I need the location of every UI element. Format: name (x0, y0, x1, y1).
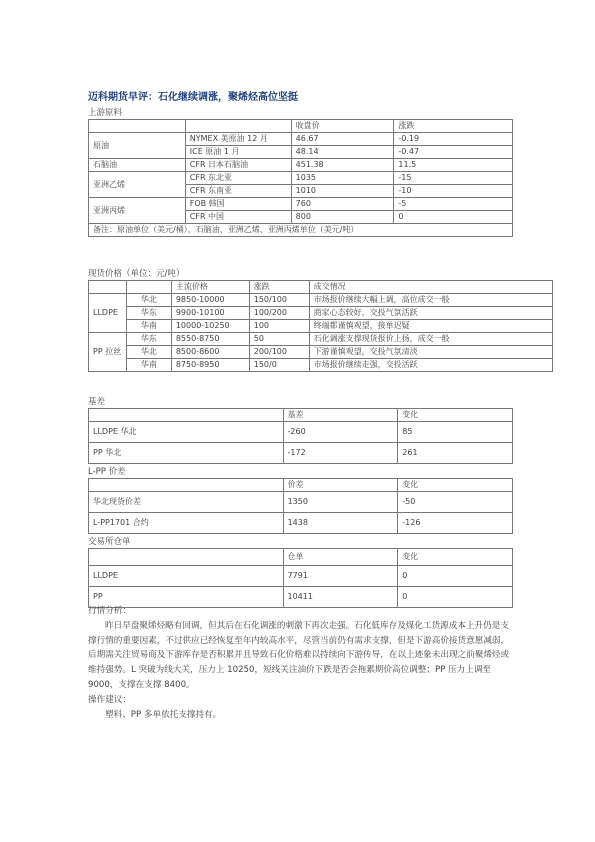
table-cell: 9900-10100 (171, 307, 249, 320)
table-row (89, 172, 513, 185)
table-row (89, 346, 553, 359)
table-row (89, 159, 513, 172)
table-header: 主流价格 (171, 281, 249, 294)
table-cell: 9850-10000 (171, 294, 249, 307)
table-cell: 华东 (126, 333, 171, 346)
table-row (89, 133, 513, 146)
table-header: 价差 (283, 479, 398, 492)
table-cell: -15 (394, 172, 513, 185)
group-label: PP 拉丝 (89, 333, 127, 372)
table-cell: -5 (394, 198, 513, 211)
table-cell: PP 华北 (89, 443, 284, 464)
table-cell: FOB 韩国 (185, 198, 291, 211)
table-header: 变化 (398, 409, 513, 422)
table-cell: CFR 日本石脑油 (185, 159, 291, 172)
basis-table (88, 408, 513, 464)
table-header (126, 281, 171, 294)
table-cell: 华北 (126, 294, 171, 307)
table-row (89, 566, 513, 587)
analysis-heading: 行情分析： (88, 606, 131, 616)
table-row (89, 492, 513, 513)
table-cell: 7791 (283, 566, 398, 587)
table-cell: 8550-8750 (171, 333, 249, 346)
warehouse-table (88, 548, 513, 608)
table-header: 涨跌 (394, 120, 513, 133)
table-cell: 50 (249, 333, 309, 346)
table-cell: LLDPE 华北 (89, 422, 284, 443)
table-cell: CFR 东北亚 (185, 172, 291, 185)
table-row (89, 359, 553, 372)
lpp-table (88, 478, 513, 534)
table-header (89, 409, 284, 422)
lpp-heading: L-PP 价差 (88, 467, 126, 477)
table-header: 涨跌 (249, 281, 309, 294)
table-header: 仓单 (283, 549, 398, 566)
table-cell: CFR 中国 (185, 211, 291, 224)
warehouse-heading: 交易所仓单 (88, 537, 131, 547)
table-cell: 10000-10250 (171, 320, 249, 333)
table-cell: PP (89, 587, 284, 608)
advice-text: 塑料、PP 多单依托支撑持有。 (105, 709, 222, 720)
group-label: 原油 (89, 133, 186, 159)
table-cell: CFR 东南亚 (185, 185, 291, 198)
table-cell: 8500-8600 (171, 346, 249, 359)
table-cell: 华南 (126, 359, 171, 372)
table-cell: 85 (398, 422, 513, 443)
table-cell: 下游谨慎观望，交投气氛清淡 (309, 346, 552, 359)
table-cell: 华北现货价差 (89, 492, 284, 513)
group-label: 亚洲乙烯 (89, 172, 186, 198)
table-header-row (89, 409, 513, 422)
table-header (89, 479, 284, 492)
table-cell: 48.14 (291, 146, 394, 159)
basis-heading: 基差 (88, 397, 106, 407)
table-cell: -50 (398, 492, 513, 513)
table-cell: ICE 原油 1 月 (185, 146, 291, 159)
table-cell: -172 (283, 443, 398, 464)
upstream-heading: 上游原料 (88, 108, 123, 118)
table-cell: 100 (249, 320, 309, 333)
table-cell: 石化调涨支撑现货报价上扬，成交一般 (309, 333, 552, 346)
table-cell: -260 (283, 422, 398, 443)
group-label: LLDPE (89, 294, 127, 333)
table-cell: 1350 (283, 492, 398, 513)
table-header-row (89, 281, 553, 294)
table-cell: -10 (394, 185, 513, 198)
table-cell: 46.67 (291, 133, 394, 146)
table-cell: 760 (291, 198, 394, 211)
table-cell: 0 (398, 587, 513, 608)
table-header: 基差 (283, 409, 398, 422)
table-header-row (89, 120, 513, 133)
table-cell: 1035 (291, 172, 394, 185)
table-cell: 市场报价继续走强，交投活跃 (309, 359, 552, 372)
table-cell: 8750-8950 (171, 359, 249, 372)
analysis-text: 昨日早盘聚烯烃略有回调，但其后在石化调涨的刺激下再次走强。石化低库存及煤化工货源成本上升仍是支撑行情的重要因素，不过供应已经恢复至年内较高水平，尽管当前仍有需求支撑，但是下游高价接货意愿减弱，后期需关注贸易商及下游库存是否积累并且导致石化价格难以持续向下游传导，在以上迹象未出现之前聚烯烃或维持强势。L 突破为线大关，压力上 10250，短线关注油价下跌是否会拖累期价高位调整；PP 压力上调至 9000，支撑在支撑 8400。 (88, 620, 510, 690)
page-title: 迈科期货早评：石化继续调涨，聚烯烃高位坚挺 (88, 92, 298, 103)
table-cell: 市场报价继续大幅上调，高位成交一般 (309, 294, 552, 307)
table-header: 变化 (398, 479, 513, 492)
table-cell: 华南 (126, 320, 171, 333)
table-cell: 华东 (126, 307, 171, 320)
table-cell: 10411 (283, 587, 398, 608)
table-row (89, 333, 553, 346)
table-cell: 11.5 (394, 159, 513, 172)
table-cell: NYMEX 美原油 12 月 (185, 133, 291, 146)
table-header-row (89, 479, 513, 492)
table-row (89, 513, 513, 534)
table-row (89, 224, 513, 237)
table-cell: 商家心态较好，交投气氛活跃 (309, 307, 552, 320)
table-header (89, 281, 127, 294)
table-header: 成交情况 (309, 281, 552, 294)
analysis-section (88, 604, 513, 722)
table-cell: 0 (394, 211, 513, 224)
table-cell: -126 (398, 513, 513, 534)
table-header (185, 120, 291, 133)
group-label: 亚洲丙烯 (89, 198, 186, 224)
spot-heading: 现货价格（单位：元/吨） (88, 269, 185, 279)
table-cell: 100/200 (249, 307, 309, 320)
table-header-row (89, 549, 513, 566)
table-row (89, 443, 513, 464)
table-header (89, 549, 284, 566)
table-cell: 451.38 (291, 159, 394, 172)
table-cell: 华北 (126, 346, 171, 359)
spot-table (88, 280, 553, 372)
advice-heading: 操作建议： (88, 694, 131, 705)
table-cell: -0.47 (394, 146, 513, 159)
group-label: 石脑油 (89, 159, 186, 172)
table-cell: 200/100 (249, 346, 309, 359)
table-header: 收盘价 (291, 120, 394, 133)
table-header: 变化 (398, 549, 513, 566)
table-note: 备注：原油单位（美元/桶），石脑油、亚洲乙烯、亚洲丙烯单位（美元/吨） (89, 224, 513, 237)
table-header (89, 120, 186, 133)
table-cell: 终端都谨慎观望，接单迟疑 (309, 320, 552, 333)
table-cell: LLDPE (89, 566, 284, 587)
table-cell: 0 (398, 566, 513, 587)
table-cell: 261 (398, 443, 513, 464)
table-row (89, 198, 513, 211)
table-cell: 1010 (291, 185, 394, 198)
table-cell: 150/100 (249, 294, 309, 307)
table-row (89, 320, 553, 333)
table-row (89, 294, 553, 307)
table-cell: 1438 (283, 513, 398, 534)
table-row (89, 307, 553, 320)
table-cell: 150/0 (249, 359, 309, 372)
table-cell: L-PP1701 合约 (89, 513, 284, 534)
table-row (89, 422, 513, 443)
table-cell: 800 (291, 211, 394, 224)
table-cell: -0.19 (394, 133, 513, 146)
upstream-table (88, 119, 513, 237)
